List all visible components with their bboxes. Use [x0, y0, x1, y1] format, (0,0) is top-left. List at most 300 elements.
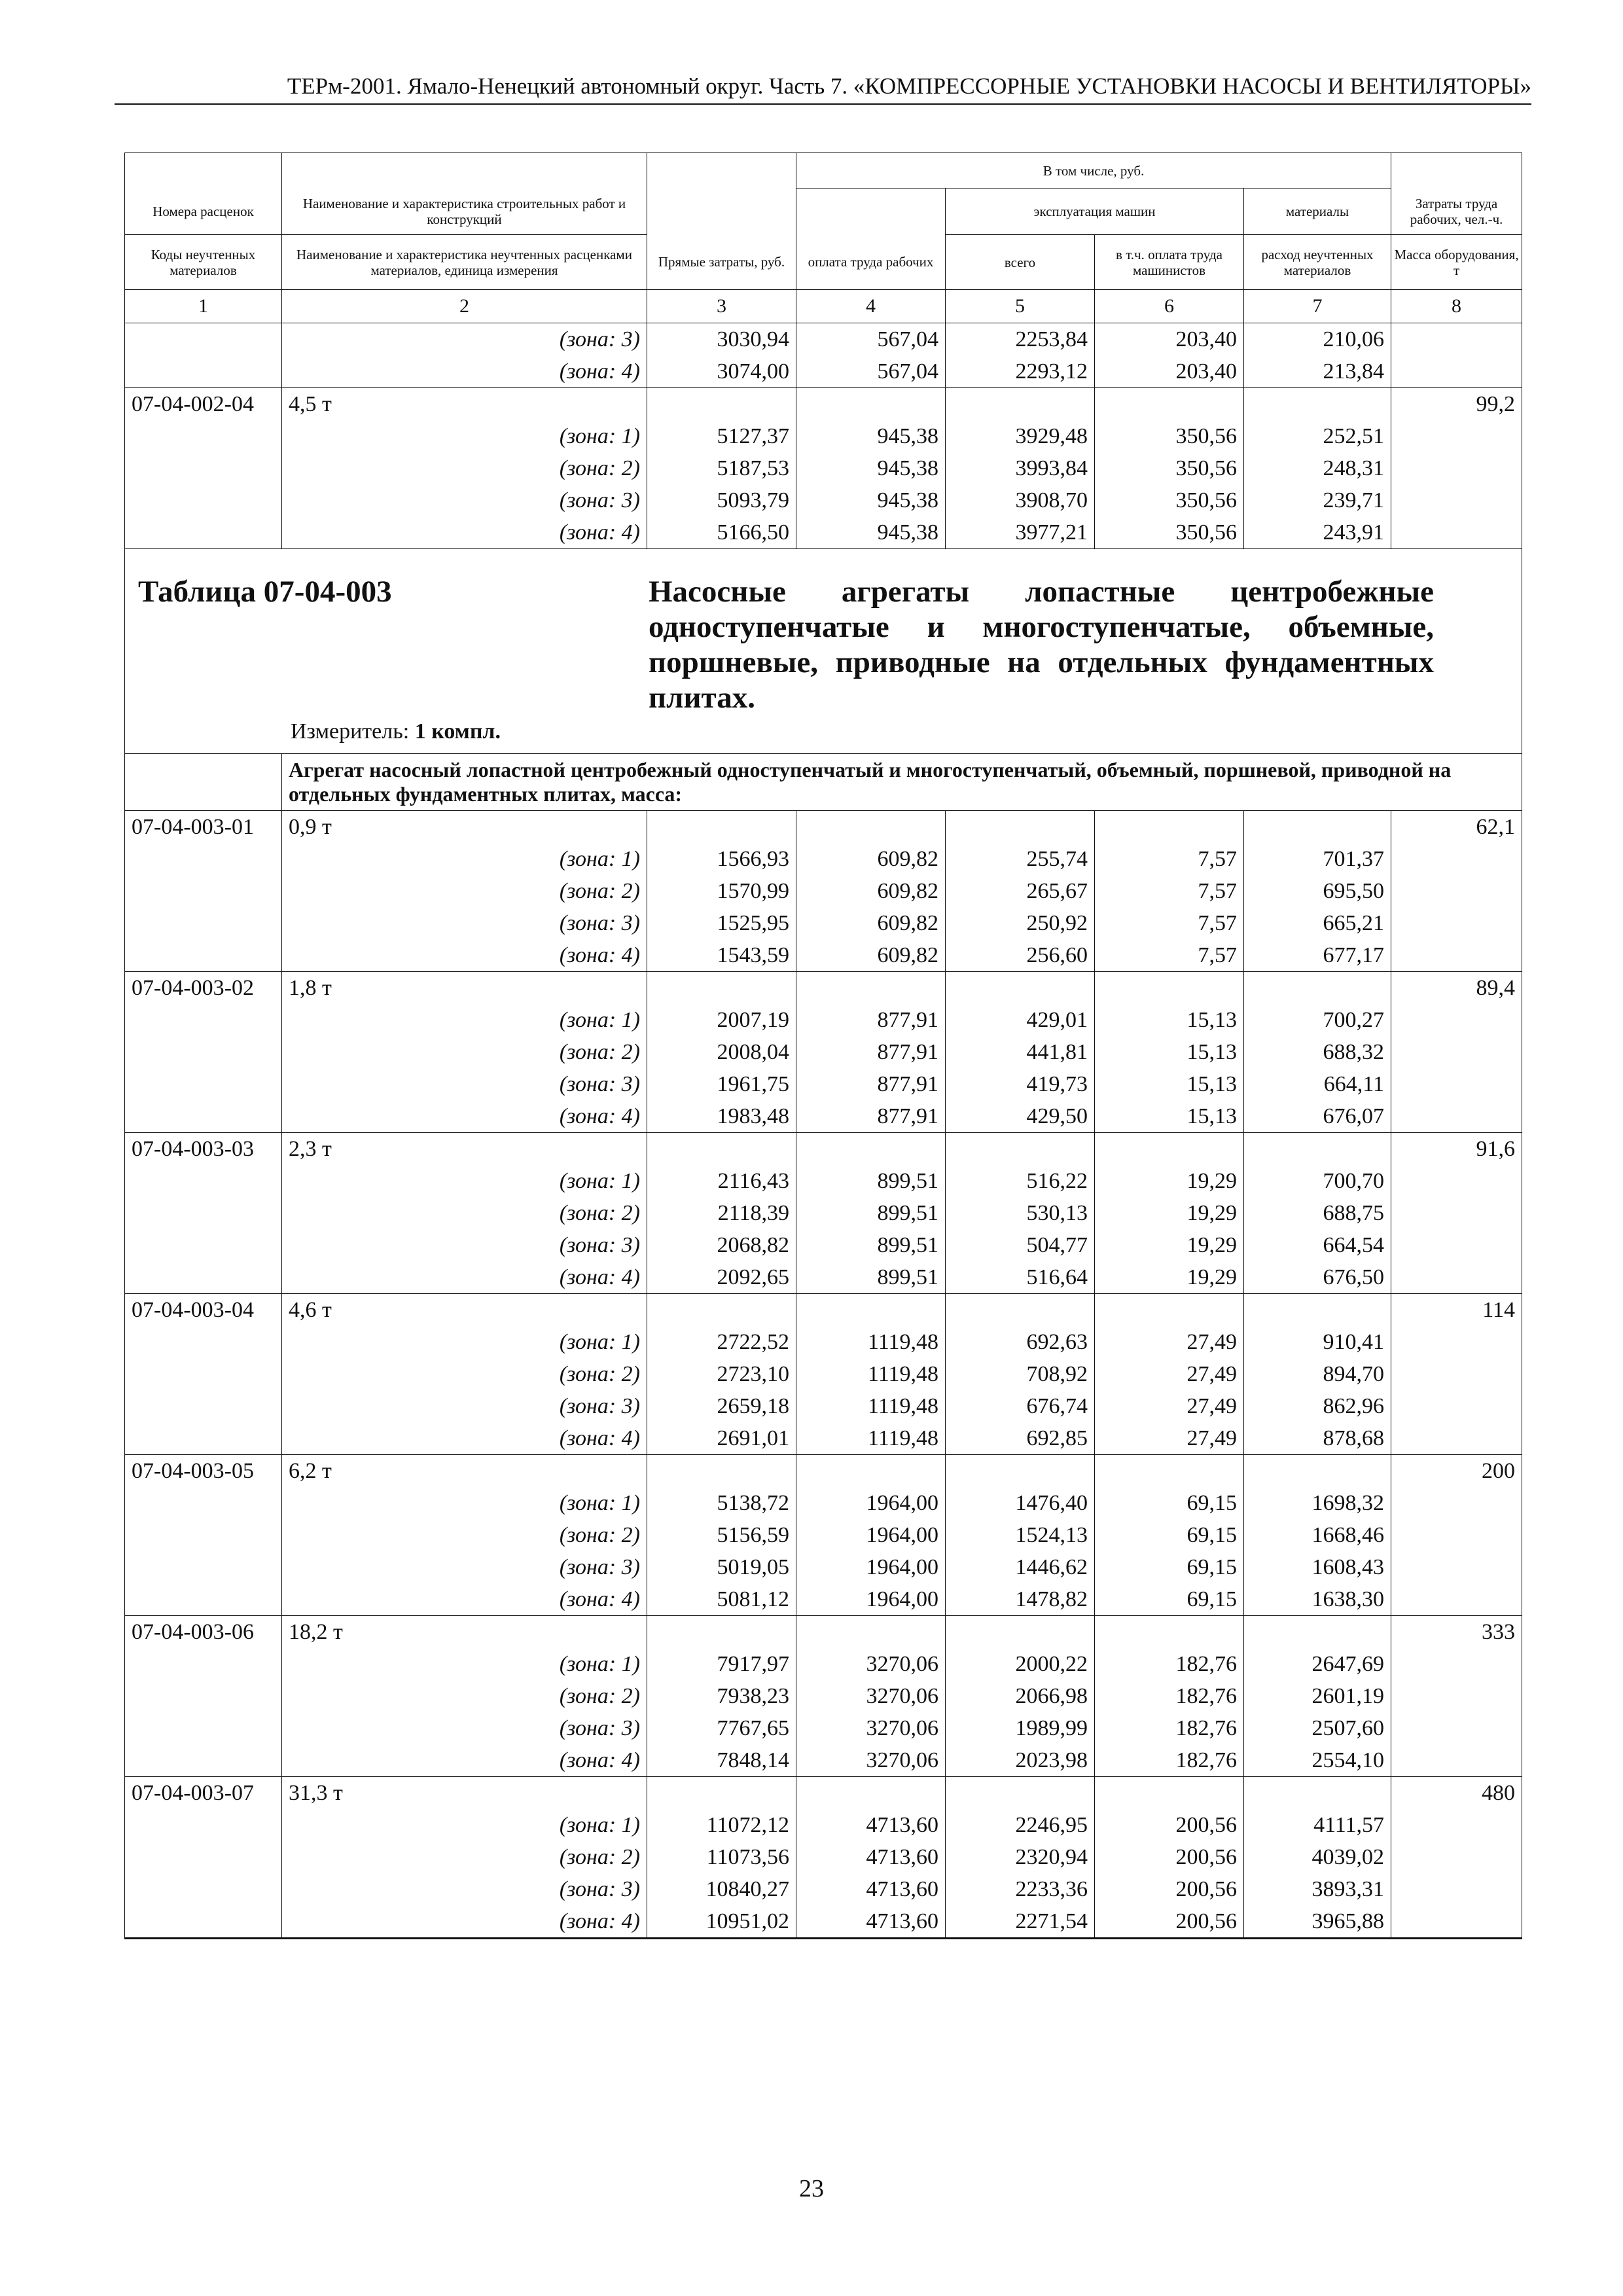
value-operators: 15,13 — [1095, 1100, 1244, 1133]
labor-hours-cell — [1391, 875, 1522, 907]
rate-code-cell — [125, 875, 282, 907]
table-row — [125, 1358, 1522, 1390]
table-caption — [125, 549, 1522, 754]
value-machines: 419,73 — [946, 1068, 1095, 1100]
labor-hours-cell: 480 — [1391, 1777, 1522, 1810]
value-materials: 252,51 — [1244, 420, 1391, 452]
rate-code-cell — [125, 1744, 282, 1777]
value-direct: 2068,82 — [647, 1229, 796, 1261]
empty-cell — [796, 1294, 946, 1327]
table-row — [125, 484, 1522, 516]
table-row — [125, 1487, 1522, 1519]
empty-cell — [796, 1133, 946, 1166]
header-col2-bottom: Наименование и характеристика неучтенных расценками материалов, единица измерения — [282, 235, 647, 290]
value-operators: 19,29 — [1095, 1165, 1244, 1197]
header-row-3 — [125, 235, 1522, 290]
empty-cell — [1095, 1133, 1244, 1166]
value-materials: 695,50 — [1244, 875, 1391, 907]
rate-code-cell: 07-04-003-06 — [125, 1616, 282, 1649]
zone-label: (зона: 4) — [282, 1905, 647, 1939]
empty-cell — [796, 388, 946, 421]
value-machines: 2233,36 — [946, 1873, 1095, 1905]
value-machines: 708,92 — [946, 1358, 1095, 1390]
value-machines: 255,74 — [946, 843, 1095, 875]
zone-label: (зона: 1) — [282, 1004, 647, 1036]
value-direct: 2007,19 — [647, 1004, 796, 1036]
value-labor: 4713,60 — [796, 1905, 946, 1939]
zone-label: (зона: 4) — [282, 939, 647, 972]
value-operators: 27,49 — [1095, 1422, 1244, 1455]
zone-label: (зона: 3) — [282, 1068, 647, 1100]
column-number: 8 — [1391, 290, 1522, 323]
value-materials: 700,70 — [1244, 1165, 1391, 1197]
section-intro: Агрегат насосный лопастной центробежный одноступенчатый и многоступенчатый, объемный, поршневой, приводной на отдельных фундаментных плитах, масса: — [282, 754, 1522, 811]
header-col5: всего — [946, 235, 1095, 290]
value-machines: 692,85 — [946, 1422, 1095, 1455]
empty-cell — [647, 972, 796, 1005]
value-machines: 2246,95 — [946, 1809, 1095, 1841]
value-machines: 2320,94 — [946, 1841, 1095, 1873]
value-materials: 664,11 — [1244, 1068, 1391, 1100]
zone-label: (зона: 1) — [282, 1648, 647, 1680]
value-machines: 2271,54 — [946, 1905, 1095, 1939]
value-labor: 3270,06 — [796, 1712, 946, 1744]
table-row — [125, 907, 1522, 939]
unit-of-measure — [291, 718, 501, 745]
rate-code-cell — [125, 1100, 282, 1133]
labor-hours-cell — [1391, 907, 1522, 939]
table-row — [125, 516, 1522, 549]
value-labor: 899,51 — [796, 1229, 946, 1261]
page-number: 23 — [799, 2175, 824, 2202]
zone-label: (зона: 4) — [282, 1422, 647, 1455]
position-name: 18,2 т — [282, 1616, 647, 1649]
empty-cell — [1244, 1294, 1391, 1327]
zone-label: (зона: 1) — [282, 1809, 647, 1841]
value-labor: 945,38 — [796, 420, 946, 452]
rate-code-cell: 07-04-003-02 — [125, 972, 282, 1005]
table-row — [125, 1036, 1522, 1068]
labor-hours-cell — [1391, 1165, 1522, 1197]
empty-cell — [1095, 972, 1244, 1005]
zone-label: (зона: 2) — [282, 1358, 647, 1390]
value-materials: 2647,69 — [1244, 1648, 1391, 1680]
unit-value: 1 компл. — [414, 719, 501, 744]
value-operators: 15,13 — [1095, 1068, 1244, 1100]
value-operators: 200,56 — [1095, 1841, 1244, 1873]
value-machines: 250,92 — [946, 907, 1095, 939]
empty-cell — [1095, 811, 1244, 844]
zone-label: (зона: 2) — [282, 875, 647, 907]
labor-hours-cell — [1391, 1326, 1522, 1358]
labor-hours-cell — [1391, 323, 1522, 356]
zone-label: (зона: 4) — [282, 1744, 647, 1777]
table-row — [125, 1229, 1522, 1261]
table-row — [125, 1551, 1522, 1583]
value-materials: 665,21 — [1244, 907, 1391, 939]
table-number: Таблица 07-04-003 — [138, 575, 392, 609]
column-number: 1 — [125, 290, 282, 323]
header-col6: в т.ч. оплата труда машинистов — [1095, 235, 1244, 290]
value-materials: 210,06 — [1244, 323, 1391, 356]
header-group-label: В том числе, руб. — [796, 153, 1391, 188]
empty-cell — [1244, 1616, 1391, 1649]
value-direct: 2659,18 — [647, 1390, 796, 1422]
value-direct: 10840,27 — [647, 1873, 796, 1905]
column-number-row — [125, 290, 1522, 323]
value-operators: 69,15 — [1095, 1551, 1244, 1583]
value-labor: 877,91 — [796, 1004, 946, 1036]
value-materials: 676,50 — [1244, 1261, 1391, 1294]
value-operators: 27,49 — [1095, 1358, 1244, 1390]
value-direct: 5156,59 — [647, 1519, 796, 1551]
value-machines: 2253,84 — [946, 323, 1095, 356]
labor-hours-cell — [1391, 1197, 1522, 1229]
column-number: 2 — [282, 290, 647, 323]
value-direct: 5127,37 — [647, 420, 796, 452]
empty-cell — [125, 754, 282, 811]
labor-hours-cell: 333 — [1391, 1616, 1522, 1649]
value-operators: 200,56 — [1095, 1873, 1244, 1905]
rate-code-cell — [125, 939, 282, 972]
rate-code-cell — [125, 516, 282, 549]
labor-hours-cell: 91,6 — [1391, 1133, 1522, 1166]
labor-hours-cell — [1391, 1100, 1522, 1133]
labor-hours-cell — [1391, 420, 1522, 452]
value-labor: 4713,60 — [796, 1841, 946, 1873]
empty-cell — [1095, 1294, 1244, 1327]
labor-hours-cell: 200 — [1391, 1455, 1522, 1488]
table-row — [125, 1326, 1522, 1358]
value-materials: 878,68 — [1244, 1422, 1391, 1455]
value-operators: 182,76 — [1095, 1744, 1244, 1777]
table-row — [125, 1744, 1522, 1777]
zone-label: (зона: 2) — [282, 1680, 647, 1712]
value-labor: 1964,00 — [796, 1519, 946, 1551]
table-row — [125, 355, 1522, 388]
column-number: 3 — [647, 290, 796, 323]
value-operators: 69,15 — [1095, 1519, 1244, 1551]
running-header: ТЕРм-2001. Ямало-Ненецкий автономный округ. Часть 7. «КОМПРЕССОРНЫЕ УСТАНОВКИ НАСОСЫ И ВЕНТИЛЯТОРЫ» — [287, 73, 1531, 99]
value-materials: 2507,60 — [1244, 1712, 1391, 1744]
value-direct: 11072,12 — [647, 1809, 796, 1841]
rate-code-cell — [125, 1358, 282, 1390]
zone-label: (зона: 1) — [282, 1326, 647, 1358]
empty-cell — [1244, 1455, 1391, 1488]
value-labor: 945,38 — [796, 452, 946, 484]
labor-hours-cell — [1391, 355, 1522, 388]
table-row — [125, 972, 1522, 1005]
rate-code-cell — [125, 1326, 282, 1358]
value-materials: 248,31 — [1244, 452, 1391, 484]
value-operators: 203,40 — [1095, 355, 1244, 388]
column-number: 6 — [1095, 290, 1244, 323]
position-name: 4,5 т — [282, 388, 647, 421]
zone-label: (зона: 1) — [282, 1487, 647, 1519]
value-operators: 7,57 — [1095, 939, 1244, 972]
value-machines: 3993,84 — [946, 452, 1095, 484]
zone-label: (зона: 4) — [282, 516, 647, 549]
empty-cell — [946, 972, 1095, 1005]
rate-code-cell — [125, 452, 282, 484]
value-direct: 3074,00 — [647, 355, 796, 388]
value-materials: 701,37 — [1244, 843, 1391, 875]
labor-hours-cell — [1391, 1358, 1522, 1390]
value-direct: 1543,59 — [647, 939, 796, 972]
value-materials: 1698,32 — [1244, 1487, 1391, 1519]
value-operators: 7,57 — [1095, 907, 1244, 939]
empty-cell — [946, 811, 1095, 844]
zone-label: (зона: 2) — [282, 1036, 647, 1068]
value-machines: 516,64 — [946, 1261, 1095, 1294]
value-operators: 19,29 — [1095, 1197, 1244, 1229]
value-machines: 1524,13 — [946, 1519, 1095, 1551]
value-machines: 441,81 — [946, 1036, 1095, 1068]
header-col2-top: Наименование и характеристика строительных работ и конструкций — [282, 188, 647, 235]
header-col1-top: Номера расценок — [125, 188, 282, 235]
position-name: 1,8 т — [282, 972, 647, 1005]
zone-label: (зона: 3) — [282, 1390, 647, 1422]
labor-hours-cell — [1391, 1551, 1522, 1583]
rate-code-cell — [125, 1068, 282, 1100]
value-direct: 2116,43 — [647, 1165, 796, 1197]
table-row — [125, 1261, 1522, 1294]
empty-cell — [796, 1616, 946, 1649]
value-materials: 213,84 — [1244, 355, 1391, 388]
table-caption-row — [125, 549, 1522, 754]
empty-cell — [1095, 1777, 1244, 1810]
empty-cell — [1244, 388, 1391, 421]
rate-code-cell — [125, 1229, 282, 1261]
rate-code-cell — [125, 1873, 282, 1905]
labor-hours-cell — [1391, 1583, 1522, 1616]
value-direct: 1961,75 — [647, 1068, 796, 1100]
value-labor: 945,38 — [796, 516, 946, 549]
value-direct: 5019,05 — [647, 1551, 796, 1583]
value-labor: 899,51 — [796, 1197, 946, 1229]
value-materials: 688,32 — [1244, 1036, 1391, 1068]
empty-cell — [1095, 388, 1244, 421]
empty-cell — [946, 1455, 1095, 1488]
value-machines: 1478,82 — [946, 1583, 1095, 1616]
value-operators: 69,15 — [1095, 1487, 1244, 1519]
value-direct: 5138,72 — [647, 1487, 796, 1519]
value-labor: 1964,00 — [796, 1487, 946, 1519]
header-materials-label: материалы — [1244, 188, 1391, 235]
value-labor: 609,82 — [796, 939, 946, 972]
value-operators: 7,57 — [1095, 843, 1244, 875]
empty-cell — [1244, 972, 1391, 1005]
value-machines: 2066,98 — [946, 1680, 1095, 1712]
value-materials: 4111,57 — [1244, 1809, 1391, 1841]
table-row — [125, 1809, 1522, 1841]
value-materials: 894,70 — [1244, 1358, 1391, 1390]
intro-row — [125, 754, 1522, 811]
empty-cell — [647, 1294, 796, 1327]
value-labor: 567,04 — [796, 355, 946, 388]
table-row — [125, 811, 1522, 844]
table-row — [125, 1616, 1522, 1649]
value-labor: 567,04 — [796, 323, 946, 356]
value-direct: 2691,01 — [647, 1422, 796, 1455]
labor-hours-cell — [1391, 843, 1522, 875]
value-materials: 1608,43 — [1244, 1551, 1391, 1583]
table-row — [125, 1133, 1522, 1166]
table-row — [125, 1777, 1522, 1810]
labor-hours-cell — [1391, 1519, 1522, 1551]
value-operators: 19,29 — [1095, 1261, 1244, 1294]
empty-cell — [946, 1133, 1095, 1166]
value-machines: 2293,12 — [946, 355, 1095, 388]
value-machines: 1476,40 — [946, 1487, 1095, 1519]
table-row — [125, 875, 1522, 907]
labor-hours-cell — [1391, 1422, 1522, 1455]
value-machines: 1989,99 — [946, 1712, 1095, 1744]
value-operators: 350,56 — [1095, 516, 1244, 549]
value-direct: 5187,53 — [647, 452, 796, 484]
value-direct: 5081,12 — [647, 1583, 796, 1616]
empty-cell — [647, 388, 796, 421]
empty-cell — [1244, 1777, 1391, 1810]
rate-code-cell: 07-04-003-04 — [125, 1294, 282, 1327]
value-materials: 3965,88 — [1244, 1905, 1391, 1939]
table-row — [125, 939, 1522, 972]
caption-block — [125, 549, 1522, 753]
header-col8-top: Затраты труда рабочих, чел.-ч. — [1391, 188, 1522, 235]
rate-code-cell — [125, 1422, 282, 1455]
header-col8-bottom: Масса оборудования, т — [1391, 235, 1522, 290]
table-row — [125, 1390, 1522, 1422]
value-machines: 256,60 — [946, 939, 1095, 972]
rate-code-cell — [125, 1583, 282, 1616]
rate-code-cell — [125, 1551, 282, 1583]
labor-hours-cell — [1391, 484, 1522, 516]
header-rule — [115, 103, 1531, 105]
table-row — [125, 1583, 1522, 1616]
value-operators: 15,13 — [1095, 1004, 1244, 1036]
labor-hours-cell: 114 — [1391, 1294, 1522, 1327]
zone-label: (зона: 4) — [282, 1261, 647, 1294]
value-machines: 504,77 — [946, 1229, 1095, 1261]
value-materials: 700,27 — [1244, 1004, 1391, 1036]
value-operators: 203,40 — [1095, 323, 1244, 356]
rate-code-cell — [125, 1809, 282, 1841]
rate-code-cell — [125, 1905, 282, 1939]
zone-label: (зона: 1) — [282, 420, 647, 452]
value-operators: 182,76 — [1095, 1680, 1244, 1712]
table-row — [125, 843, 1522, 875]
value-labor: 1964,00 — [796, 1583, 946, 1616]
zone-label: (зона: 3) — [282, 1712, 647, 1744]
table-row — [125, 1004, 1522, 1036]
zone-label: (зона: 2) — [282, 1841, 647, 1873]
value-operators: 27,49 — [1095, 1326, 1244, 1358]
rates-table — [124, 152, 1522, 1939]
value-materials: 862,96 — [1244, 1390, 1391, 1422]
header-row-2 — [125, 188, 1522, 235]
value-direct: 2118,39 — [647, 1197, 796, 1229]
zone-label: (зона: 4) — [282, 1100, 647, 1133]
position-name: 31,3 т — [282, 1777, 647, 1810]
header-col3: Прямые затраты, руб. — [647, 235, 796, 290]
value-labor: 609,82 — [796, 875, 946, 907]
value-operators: 7,57 — [1095, 875, 1244, 907]
header-col1-bottom: Коды неучтенных материалов — [125, 235, 282, 290]
zone-label: (зона: 2) — [282, 1197, 647, 1229]
value-machines: 692,63 — [946, 1326, 1095, 1358]
value-machines: 530,13 — [946, 1197, 1095, 1229]
value-direct: 1983,48 — [647, 1100, 796, 1133]
empty-cell — [1244, 1133, 1391, 1166]
value-operators: 19,29 — [1095, 1229, 1244, 1261]
value-labor: 899,51 — [796, 1165, 946, 1197]
zone-label: (зона: 3) — [282, 907, 647, 939]
value-labor: 3270,06 — [796, 1648, 946, 1680]
value-labor: 609,82 — [796, 843, 946, 875]
value-labor: 877,91 — [796, 1036, 946, 1068]
table-row — [125, 1519, 1522, 1551]
table-row — [125, 1680, 1522, 1712]
value-materials: 1668,46 — [1244, 1519, 1391, 1551]
rate-code-cell — [125, 843, 282, 875]
value-materials: 2554,10 — [1244, 1744, 1391, 1777]
value-materials: 664,54 — [1244, 1229, 1391, 1261]
empty-cell — [647, 811, 796, 844]
header-row-1 — [125, 153, 1522, 188]
value-direct: 2722,52 — [647, 1326, 796, 1358]
zone-label: (зона: 4) — [282, 355, 647, 388]
rate-code-cell — [125, 907, 282, 939]
rate-code-cell: 07-04-003-05 — [125, 1455, 282, 1488]
value-labor: 1119,48 — [796, 1358, 946, 1390]
value-operators: 350,56 — [1095, 484, 1244, 516]
value-materials: 239,71 — [1244, 484, 1391, 516]
value-direct: 7848,14 — [647, 1744, 796, 1777]
empty-cell — [647, 1133, 796, 1166]
empty-cell — [946, 388, 1095, 421]
value-materials: 2601,19 — [1244, 1680, 1391, 1712]
table-row — [125, 1841, 1522, 1873]
position-name: 4,6 т — [282, 1294, 647, 1327]
column-number: 7 — [1244, 290, 1391, 323]
zone-label: (зона: 4) — [282, 1583, 647, 1616]
rate-code-cell — [125, 1712, 282, 1744]
empty-cell — [647, 1777, 796, 1810]
table-row — [125, 1197, 1522, 1229]
labor-hours-cell: 89,4 — [1391, 972, 1522, 1005]
value-labor: 877,91 — [796, 1100, 946, 1133]
empty-cell — [796, 1777, 946, 1810]
value-materials: 677,17 — [1244, 939, 1391, 972]
position-name: 6,2 т — [282, 1455, 647, 1488]
header-col4: оплата труда рабочих — [796, 235, 946, 290]
labor-hours-cell — [1391, 1905, 1522, 1939]
value-machines: 2000,22 — [946, 1648, 1095, 1680]
rate-code-cell — [125, 484, 282, 516]
value-labor: 609,82 — [796, 907, 946, 939]
table-row — [125, 1294, 1522, 1327]
table-row — [125, 1873, 1522, 1905]
value-labor: 1119,48 — [796, 1390, 946, 1422]
rate-code-cell — [125, 1165, 282, 1197]
labor-hours-cell — [1391, 1680, 1522, 1712]
zone-label: (зона: 2) — [282, 452, 647, 484]
rate-code-cell — [125, 1841, 282, 1873]
empty-cell — [946, 1616, 1095, 1649]
rate-code-cell: 07-04-003-01 — [125, 811, 282, 844]
zone-label: (зона: 3) — [282, 323, 647, 356]
value-machines: 3977,21 — [946, 516, 1095, 549]
